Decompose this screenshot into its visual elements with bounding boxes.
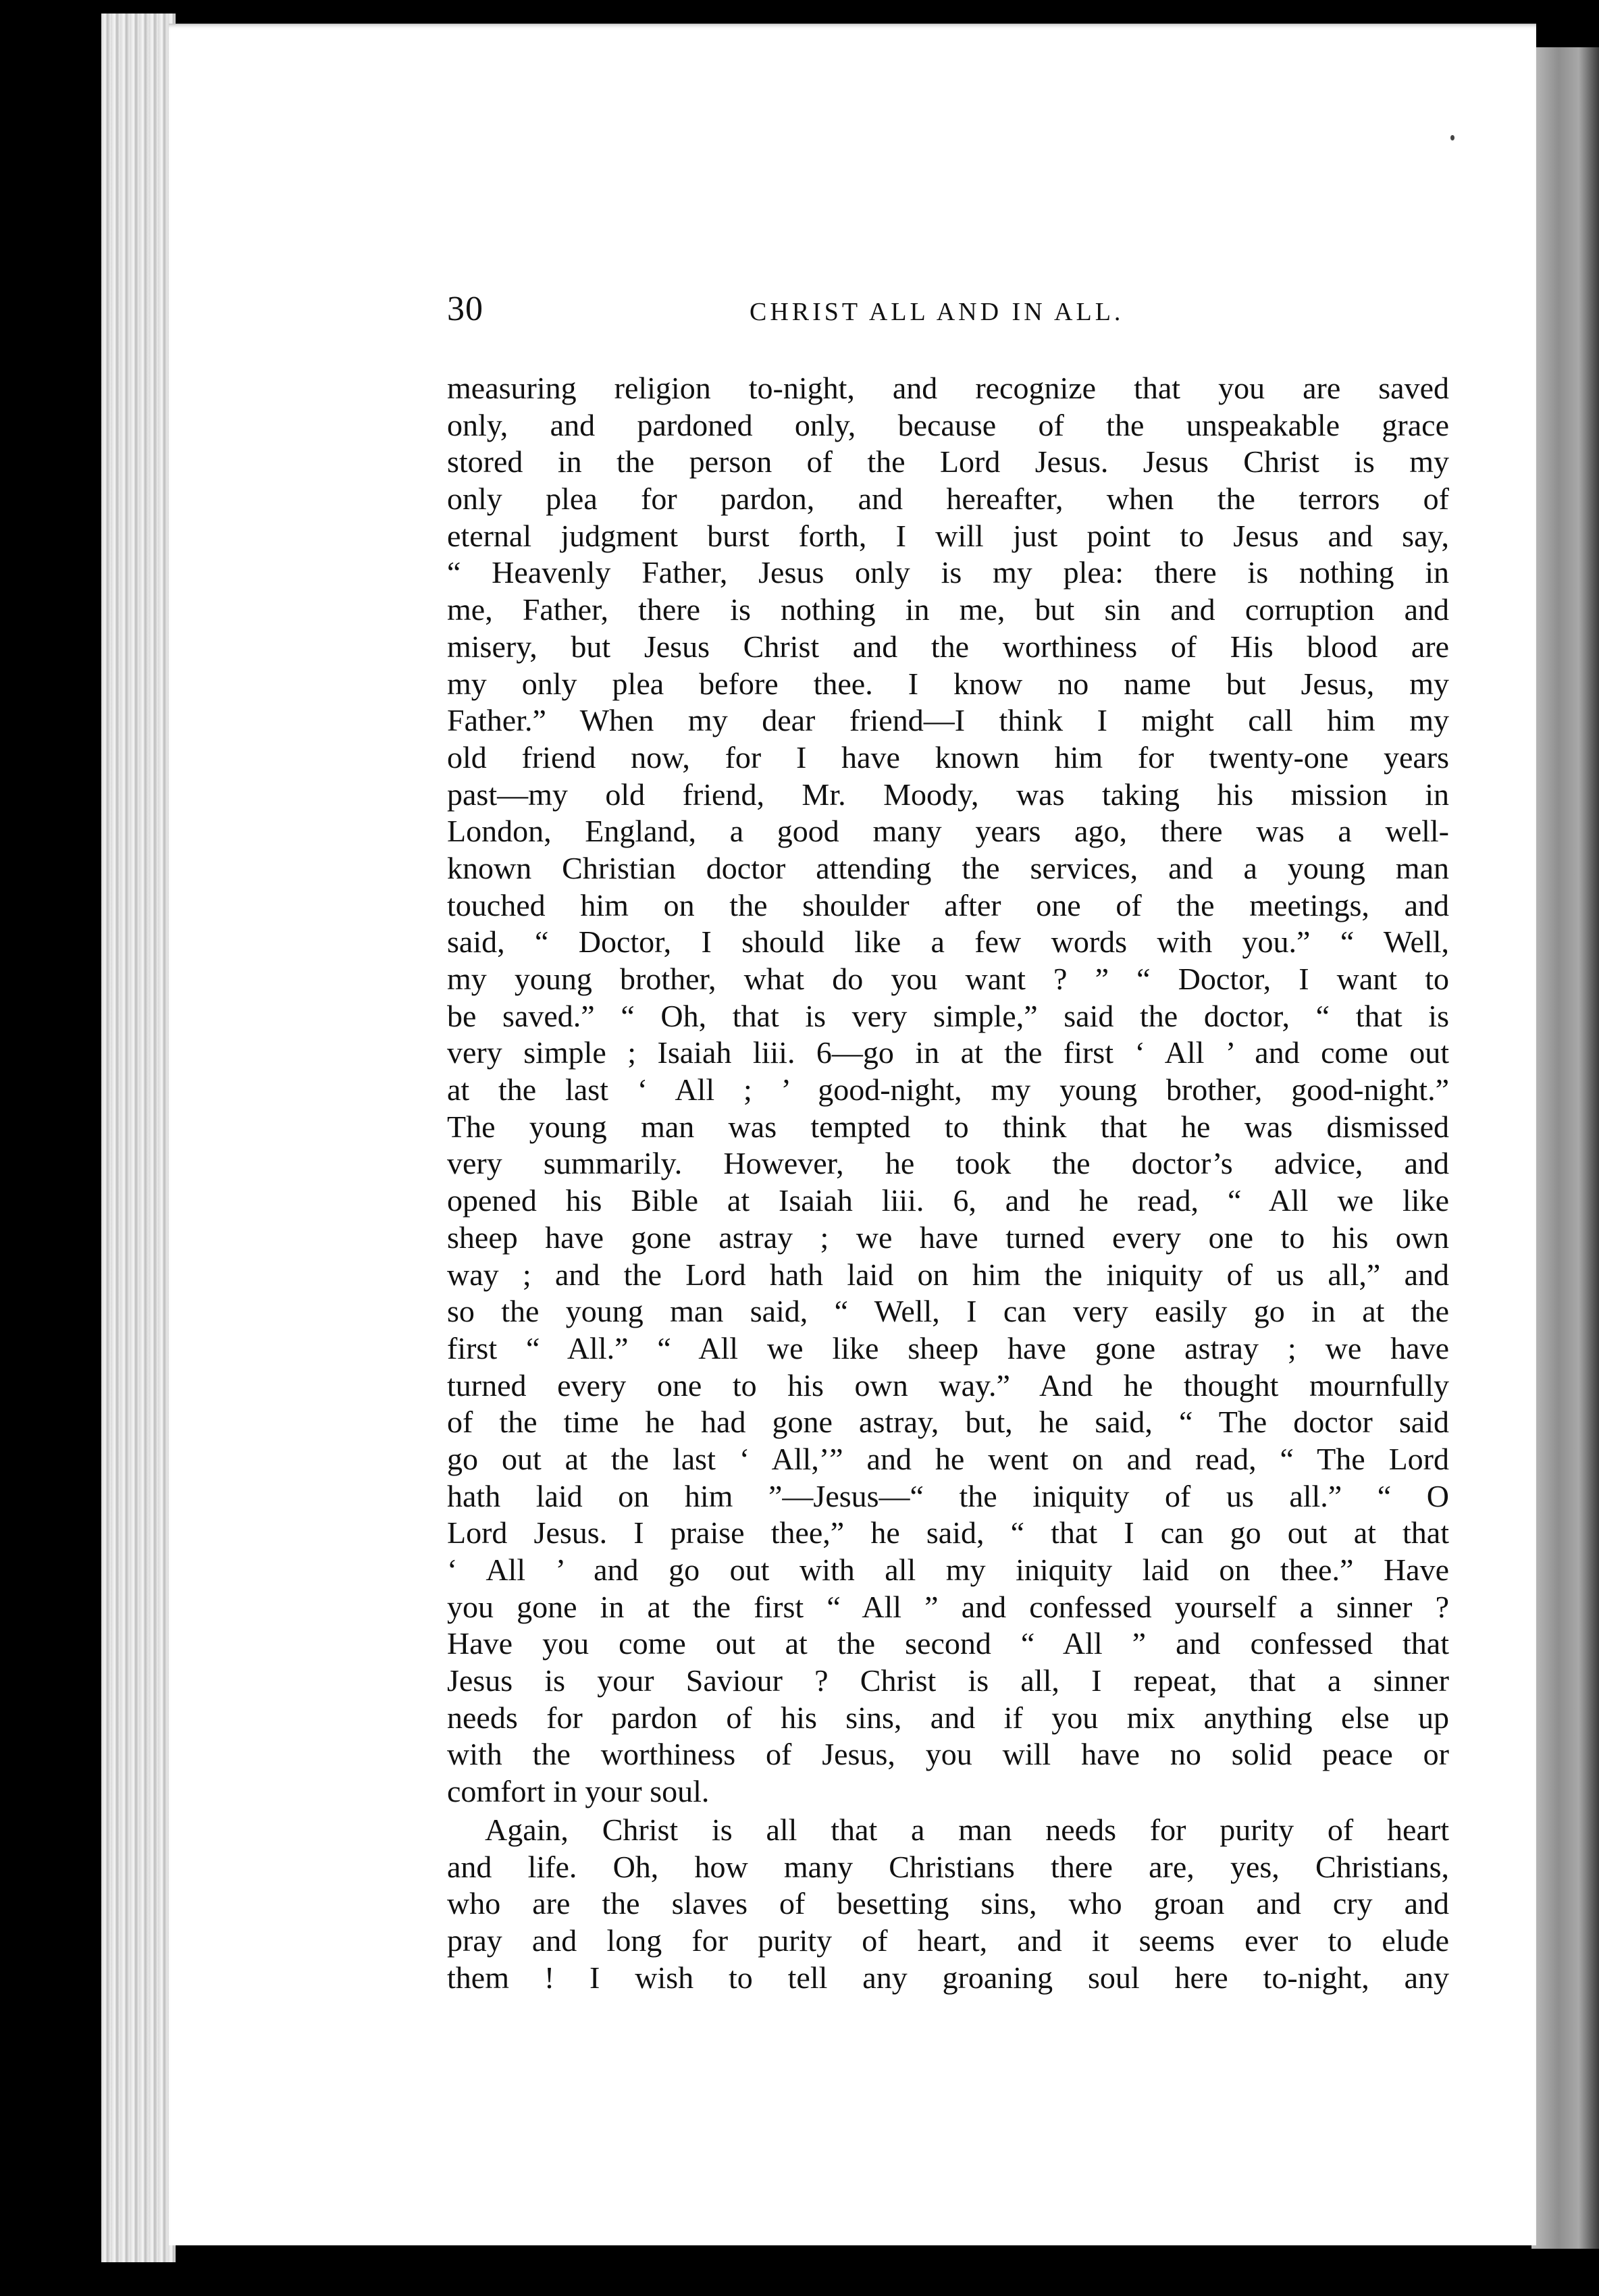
text-line: my young brother, what do you want ? ” “ Doctor, I want to: [447, 962, 1449, 996]
body-text: [447, 370, 1449, 1996]
text-line: be saved.” “ Oh, that is very simple,” said the doctor, “ that is: [447, 998, 1449, 1033]
text-line: my only plea before thee. I know no name but Jesus, my: [447, 666, 1449, 701]
text-line: measuring religion to-night, and recognize that you are saved: [447, 371, 1449, 405]
text-line: only, and pardoned only, because of the unspeakable grace: [447, 407, 1449, 442]
text-line: pray and long for purity of heart, and it seems ever to elude: [447, 1923, 1449, 1958]
text-line: and life. Oh, how many Christians there are, yes, Christians,: [447, 1849, 1449, 1884]
text-line: The young man was tempted to think that he was dismissed: [447, 1109, 1449, 1144]
text-line: opened his Bible at Isaiah liii. 6, and he read, “ All we like: [447, 1183, 1449, 1218]
text-line: so the young man said, “ Well, I can very easily go in at the: [447, 1294, 1449, 1329]
running-head: CHRIST ALL AND IN ALL.: [750, 298, 1124, 326]
text-line: London, England, a good many years ago, there was a well-: [447, 814, 1449, 849]
text-line: known Christian doctor attending the services, and a young man: [447, 850, 1449, 885]
paragraph-first-line: Again, Christ is all that a man needs for purity of heart: [485, 1812, 1449, 1847]
text-line: first “ All.” “ All we like sheep have gone astray ; we have: [447, 1330, 1449, 1365]
text-line: turned every one to his own way.” And he thought mournfully: [447, 1367, 1449, 1403]
paragraph-last-line: comfort in your soul.: [447, 1774, 710, 1809]
text-line: very summarily. However, he took the doctor’s advice, and: [447, 1146, 1449, 1181]
text-line: Lord Jesus. I praise thee,” he said, “ that I can go out at that: [447, 1515, 1449, 1550]
text-line: ‘ All ’ and go out with all my iniquity laid on thee.” Have: [447, 1553, 1449, 1587]
text-line: Have you come out at the second “ All ” and confessed that: [447, 1626, 1449, 1661]
text-line: very simple ; Isaiah liii. 6—go in at the first ‘ All ’ and come out: [447, 1035, 1449, 1070]
text-line: eternal judgment burst forth, I will just point to Jesus and say,: [447, 518, 1449, 553]
text-line: touched him on the shoulder after one of the meetings, and: [447, 887, 1449, 922]
text-line: stored in the person of the Lord Jesus. Jesus Christ is my: [447, 444, 1449, 479]
text-line: way ; and the Lord hath laid on him the iniquity of us all,” and: [447, 1257, 1449, 1292]
text-line: Father.” When my dear friend—I think I might call him my: [447, 703, 1449, 738]
text-line: needs for pardon of his sins, and if you mix anything else up: [447, 1700, 1449, 1735]
text-line: Jesus is your Saviour ? Christ is all, I repeat, that a sinner: [447, 1663, 1449, 1698]
text-line: sheep have gone astray ; we have turned every one to his own: [447, 1220, 1449, 1255]
text-line: at the last ‘ All ; ’ good-night, my young brother, good-night.”: [447, 1072, 1449, 1107]
text-line: past—my old friend, Mr. Moody, was taking his mission in: [447, 777, 1449, 812]
text-line: of the time he had gone astray, but, he said, “ The doctor said: [447, 1405, 1449, 1440]
text-line: who are the slaves of besetting sins, who groan and cry and: [447, 1886, 1449, 1921]
text-line: only plea for pardon, and hereafter, when the terrors of: [447, 481, 1449, 517]
text-line: go out at the last ‘ All,’” and he went on and read, “ The Lord: [447, 1441, 1449, 1476]
text-line: old friend now, for I have known him for twenty-one years: [447, 739, 1449, 775]
text-line: said, “ Doctor, I should like a few words with you.” “ Well,: [447, 924, 1449, 960]
text-line: “ Heavenly Father, Jesus only is my plea: there is nothing in: [447, 555, 1449, 590]
text-line: you gone in at the first “ All ” and confessed yourself a sinner ?: [447, 1589, 1449, 1624]
text-line: me, Father, there is nothing in me, but sin and corruption and: [447, 592, 1449, 627]
text-line: them ! I wish to tell any groaning soul here to-night, any: [447, 1960, 1449, 1995]
text-line: with the worthiness of Jesus, you will have no solid peace or: [447, 1737, 1449, 1772]
text-line: hath laid on him ”—Jesus—“ the iniquity of us all.” “ O: [447, 1478, 1449, 1513]
ink-speck: [1450, 135, 1454, 140]
page-stack-left-edge: [101, 14, 176, 2262]
text-line: misery, but Jesus Christ and the worthiness of His blood are: [447, 629, 1449, 664]
page-number: 30: [447, 290, 483, 328]
page-stack-right-edge: [1531, 47, 1599, 2249]
